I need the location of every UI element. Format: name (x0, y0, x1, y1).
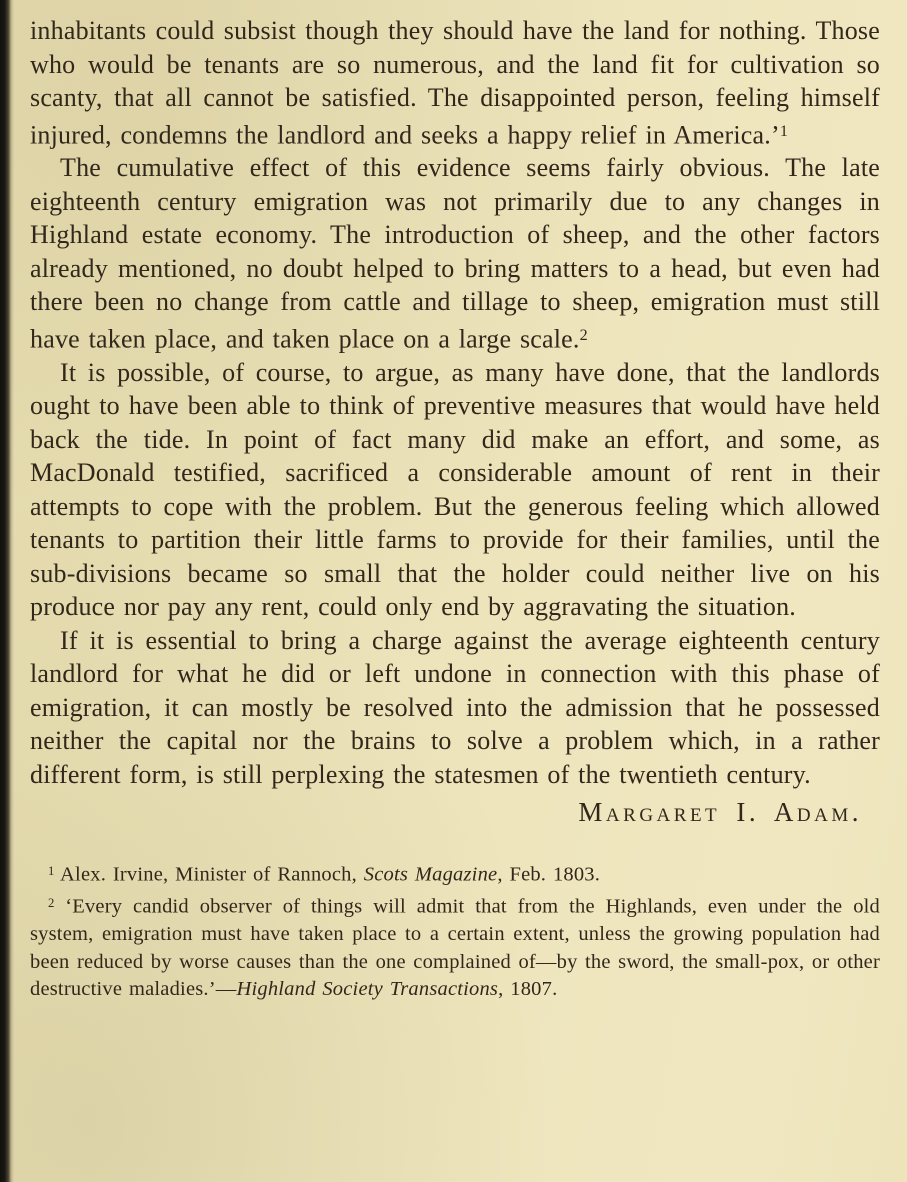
paragraph (30, 356, 880, 624)
text-run: Alex. Irvine, Minister of Rannoch, (54, 863, 364, 886)
footnote-marker: 2 (579, 326, 588, 344)
paragraph (30, 151, 880, 355)
paragraph (30, 14, 880, 151)
footnote-marker: 2 (48, 896, 55, 911)
text-run: The cumulative effect of this evidence seems fairly obvious. The late eighteenth century emigration was not primarily due to any changes in Highland estate economy. The introduction of sheep, and the other factors already mentioned, no doubt helped to bring matters to a head, but even had there been no change from cattle and tillage to sheep, emigration must still have taken place, and taken place on a large scale. (30, 153, 880, 353)
text-run: ‘Every candid observer of things will admit that from the Highlands, even under the old system, emigration must have taken place to a certain extent, unless the growing population had been reduced by worse causes than the one complained of—by the sword, the small-pox, or other destructive maladies.’— (30, 895, 880, 1001)
text-run: , Feb. 1803. (497, 863, 601, 886)
page-binding-edge-shadow (0, 0, 14, 1182)
footnote-marker: 1 (779, 122, 788, 140)
italic-citation: Scots Magazine (363, 863, 498, 886)
footnote (30, 890, 880, 1004)
author-signature: Margaret I. Adam. (578, 797, 862, 827)
text-run: inhabitants could subsist though they should have the land for nothing. Those who would be tenants are so numerous, and the land fit for cultivation so scanty, that all cannot be satisfied. The disappointed person, feeling himself injured, condemns the landlord and seeks a happy relief in America.’ (30, 16, 880, 149)
footnote-marker: 1 (48, 864, 55, 878)
text-run: If it is essential to bring a charge against the average eighteenth century landlord for what he did or left undone in connection with this phase of emigration, it can mostly be resolved into the admission that he possessed neither the capital nor the brains to solve a problem which, in a rather different form, is still perplexing the statesmen of the twentieth century. (30, 625, 880, 789)
text-run: , 1807. (498, 978, 558, 1001)
footnotes (30, 858, 880, 1004)
text-run: It is possible, of course, to argue, as many have done, that the landlords ought to have been able to think of preventive measures that would have held back the tide. In point of fact many did make an effort, and some, as MacDonald testified, sacrificed a considerable amount of rent in their attempts to cope with the problem. But the generous feeling which allowed tenants to partition their little farms to provide for their families, until the sub-divisions became so small that the holder could neither live on his produce nor pay any rent, could only end by aggravating the situation. (30, 357, 880, 621)
italic-citation: Highland Society Transactions (236, 978, 499, 1001)
footnote (30, 858, 880, 889)
body-text (30, 14, 880, 791)
page-content (30, 14, 880, 1004)
paragraph (30, 624, 880, 792)
